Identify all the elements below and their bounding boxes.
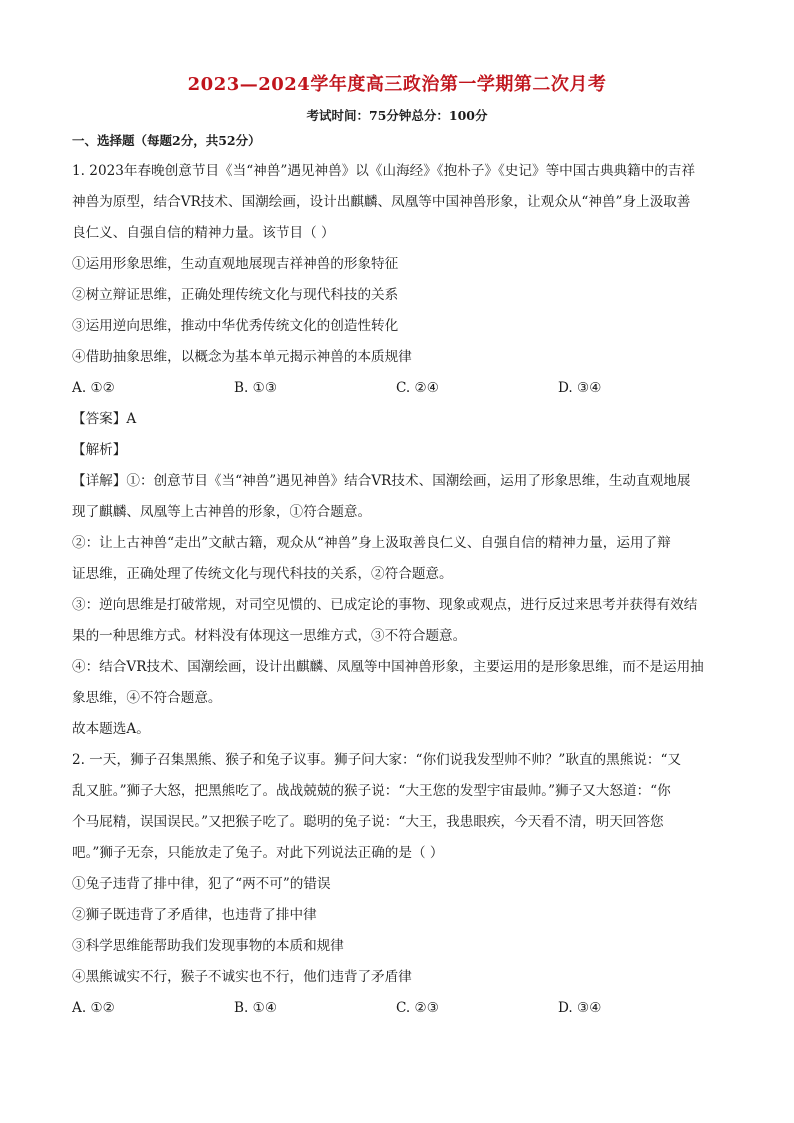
statement-item: ③运用逆向思维，推动中华优秀传统文化的创造性转化	[72, 318, 399, 334]
answer-options	[72, 993, 724, 1024]
option-d: D. ③④	[558, 380, 602, 396]
statement-item: ④黑熊诚实不行，猴子不诚实也不行，他们违背了矛盾律	[72, 969, 412, 985]
analysis-line: 证思维，正确处理了传统文化与现代科技的关系，②符合题意。	[72, 566, 453, 582]
section-heading: 一、选择题（每题2分，共52分）	[72, 133, 261, 148]
statement-item: ③科学思维能帮助我们发现事物的本质和规律	[72, 938, 344, 954]
analysis-line: ④：结合VR技术、国潮绘画，设计出麒麟、凤凰等中国神兽形象，主要运用的是形象思维，而不是运用抽	[72, 659, 704, 675]
statement-item: ②树立辩证思维，正确处理传统文化与现代科技的关系	[72, 287, 399, 303]
analysis-line: 象思维，④不符合题意。	[72, 690, 222, 706]
exam-title: 2023—2024学年度高三政治第一学期第二次月考	[187, 74, 607, 95]
option-b: B. ①④	[234, 1000, 278, 1016]
question-2	[72, 745, 724, 1024]
question-stem-line: 良仁义、自强自信的精神力量。该节目（ ）	[72, 225, 335, 241]
analysis-label: 【解析】	[72, 442, 127, 458]
question-stem-line: 乱又脏。”狮子大怒，把黑熊吃了。战战兢兢的猴子说：“大王您的发型宇宙最帅。”狮子又大怒道：“你	[72, 783, 671, 799]
question-stem-line: 1. 2023年春晚创意节目《当“神兽”遇见神兽》以《山海经》《抱朴子》《史记》等中国古典典籍中的吉祥	[72, 163, 696, 179]
analysis-line: 现了麒麟、凤凰等上古神兽的形象，①符合题意。	[72, 504, 372, 520]
analysis-line: ③：逆向思维是打破常规，对司空见惯的、已成定论的事物、现象或观点，进行反过来思考并获得有效结	[72, 597, 698, 613]
statement-item: ②狮子既违背了矛盾律，也违背了排中律	[72, 907, 317, 923]
question-stem-line: 个马屁精，误国误民。”又把猴子吃了。聪明的兔子说：“大王，我患眼疾，今天看不清，明天回答您	[72, 814, 664, 830]
question-content	[72, 156, 724, 1024]
option-a: A. ①②	[72, 380, 115, 396]
option-d: D. ③④	[558, 1000, 602, 1016]
analysis-line: 果的一种思维方式。材料没有体现这一思维方式，③不符合题意。	[72, 628, 467, 644]
option-c: C. ②④	[396, 380, 439, 396]
question-stem-line: 吧。”狮子无奈，只能放走了兔子。对此下列说法正确的是（ ）	[72, 845, 444, 861]
analysis-conclusion: 故本题选A。	[72, 721, 150, 737]
statement-item: ①兔子违背了排中律，犯了“两不可”的错误	[72, 876, 331, 892]
analysis-line: 【详解】①：创意节目《当“神兽”遇见神兽》结合VR技术、国潮绘画，运用了形象思维，生动直观地展	[72, 473, 691, 489]
question-stem-line: 2. 一天，狮子召集黑熊、猴子和兔子议事。狮子问大家：“你们说我发型帅不帅？”耿直的黑熊说：“又	[72, 752, 682, 768]
exam-info: 考试时间：75分钟总分：100分	[306, 108, 488, 123]
question-1	[72, 156, 724, 745]
option-a: A. ①②	[72, 1000, 115, 1016]
analysis-line: ②：让上古神兽“走出”文献古籍，观众从“神兽”身上汲取善良仁义、自强自信的精神力量，运用了辩	[72, 535, 671, 551]
option-b: B. ①③	[234, 380, 278, 396]
option-c: C. ②③	[396, 1000, 439, 1016]
question-stem-line: 神兽为原型，结合VR技术、国潮绘画，设计出麒麟、凤凰等中国神兽形象，让观众从“神兽”身上汲取善	[72, 194, 691, 210]
answer-line: 【答案】A	[72, 411, 137, 427]
statement-item: ④借助抽象思维，以概念为基本单元揭示神兽的本质规律	[72, 349, 412, 365]
statement-item: ①运用形象思维，生动直观地展现吉祥神兽的形象特征	[72, 256, 399, 272]
answer-options	[72, 373, 724, 404]
